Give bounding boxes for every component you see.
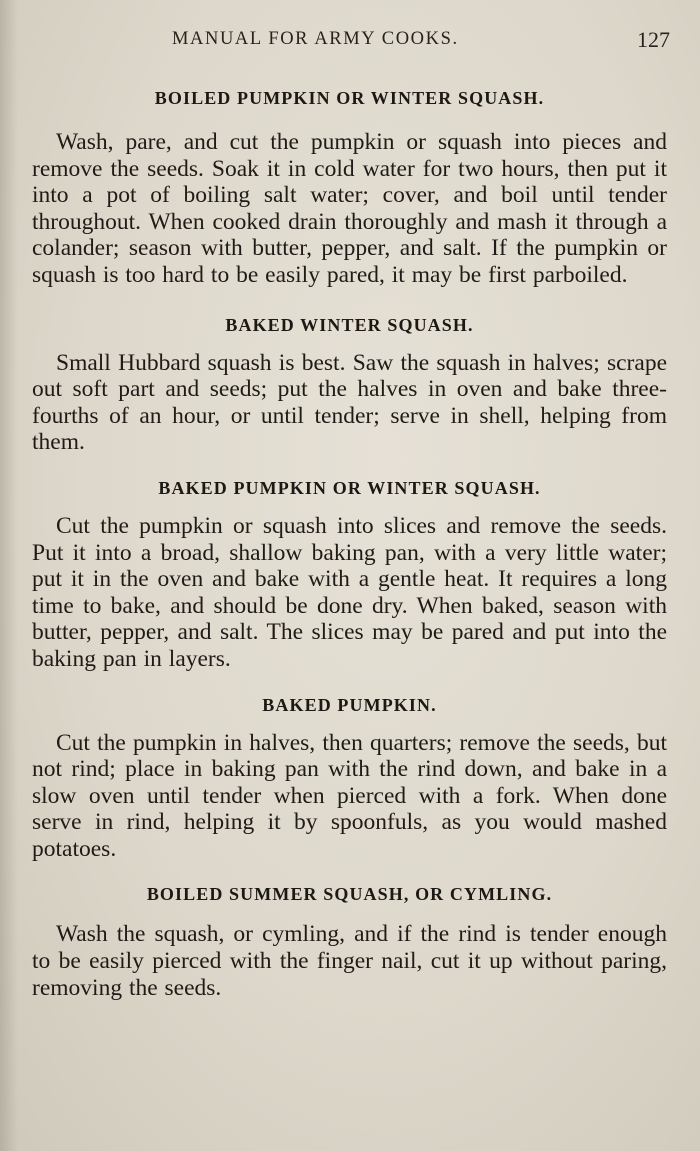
recipe-body: Small Hubbard squash is best. Saw the squash in halves; scrape out soft part and seeds; put the halves in oven and bake three-fourths of an hour, or until tender; serve in shell, helping from them. (32, 349, 667, 456)
recipe-baked-pumpkin (32, 695, 667, 863)
running-title: MANUAL FOR ARMY COOKS. (172, 29, 459, 49)
recipe-body: Wash, pare, and cut the pumpkin or squash into pieces and remove the seeds. Soak it in cold water for two hours, then put it into a pot of boiling salt water; cover, and boil until tender throughout. When cooked drain thoroughly and mash it through a colander; season with butter, pepper, and salt. If the pumpkin or squash is too hard to be easily pared, it may be first parboiled. (32, 129, 667, 288)
running-head (0, 27, 700, 57)
page-content (32, 80, 667, 1001)
recipe-boiled-pumpkin-or-winter-squash (32, 88, 667, 289)
recipe-boiled-summer-squash-or-cymling (32, 884, 667, 1001)
recipe-body: Cut the pumpkin in halves, then quarters; remove the seeds, but not rind; place in baking pan with the rind down, and bake in a slow oven until tender when pierced with a fork. When done serve in rind, helping it by spoonfuls, as you would mashed potatoes. (32, 729, 667, 862)
recipe-body: Cut the pumpkin or squash into slices and remove the seeds. Put it into a broad, shallow baking pan, with a very little water; put it in the oven and bake with a gentle heat. It requires a long time to bake, and should be done dry. When baked, season with butter, pepper, and salt. The slices may be pared and put into the baking pan in layers. (32, 512, 667, 672)
recipe-title: BAKED WINTER SQUASH. (225, 314, 474, 335)
recipe-baked-winter-squash (32, 315, 667, 456)
recipe-title: BOILED PUMPKIN OR WINTER SQUASH. (154, 88, 545, 108)
page-number: 127 (637, 27, 670, 52)
recipe-title: BAKED PUMPKIN OR WINTER SQUASH. (158, 477, 541, 498)
recipe-title: BOILED SUMMER SQUASH, OR CYMLING. (146, 884, 553, 905)
recipe-body: Wash the squash, or cymling, and if the rind is tender enough to be easily pierced with the finger nail, cut it up without paring, removing the seeds. (32, 921, 667, 1001)
recipe-baked-pumpkin-or-winter-squash (32, 478, 667, 673)
recipe-title: BAKED PUMPKIN. (262, 694, 437, 715)
